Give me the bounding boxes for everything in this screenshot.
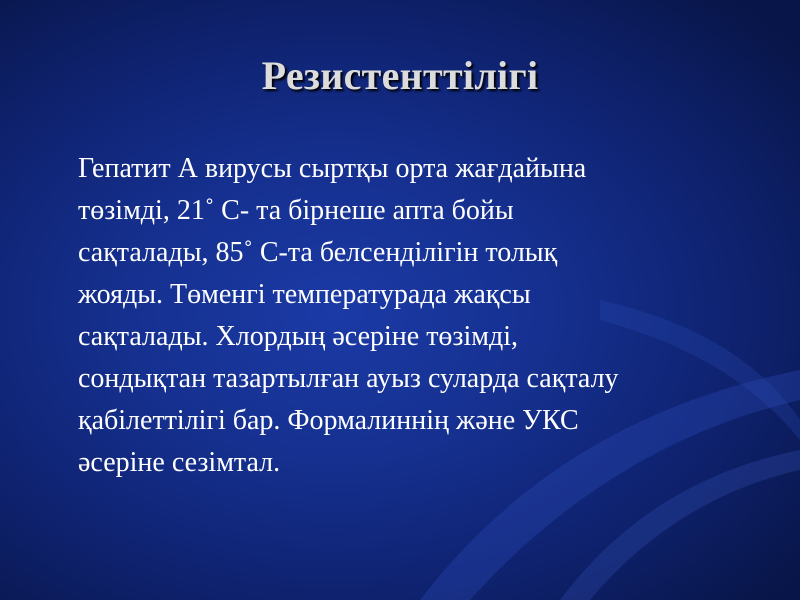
body-line: төзімді, 21˚ С- та бірнеше апта бойы	[78, 195, 514, 226]
body-line: жояды. Төменгі температурада жақсы	[78, 279, 531, 310]
body-line: сондықтан тазартылған ауыз суларда сақталу	[78, 363, 619, 394]
body-line: сақталады. Хлордың әсеріне төзімді,	[78, 321, 519, 352]
body-line: әсеріне сезімтал.	[78, 447, 281, 478]
slide-title: Резистенттілігі	[261, 53, 539, 98]
slide-body-text	[78, 148, 754, 484]
body-line: қабілеттілігі бар. Формалиннің және УКС	[78, 405, 579, 436]
body-line: сақталады, 85˚ С-та белсенділігін толық	[78, 237, 558, 268]
body-line: Гепатит А вирусы сыртқы орта жағдайына	[78, 153, 587, 184]
